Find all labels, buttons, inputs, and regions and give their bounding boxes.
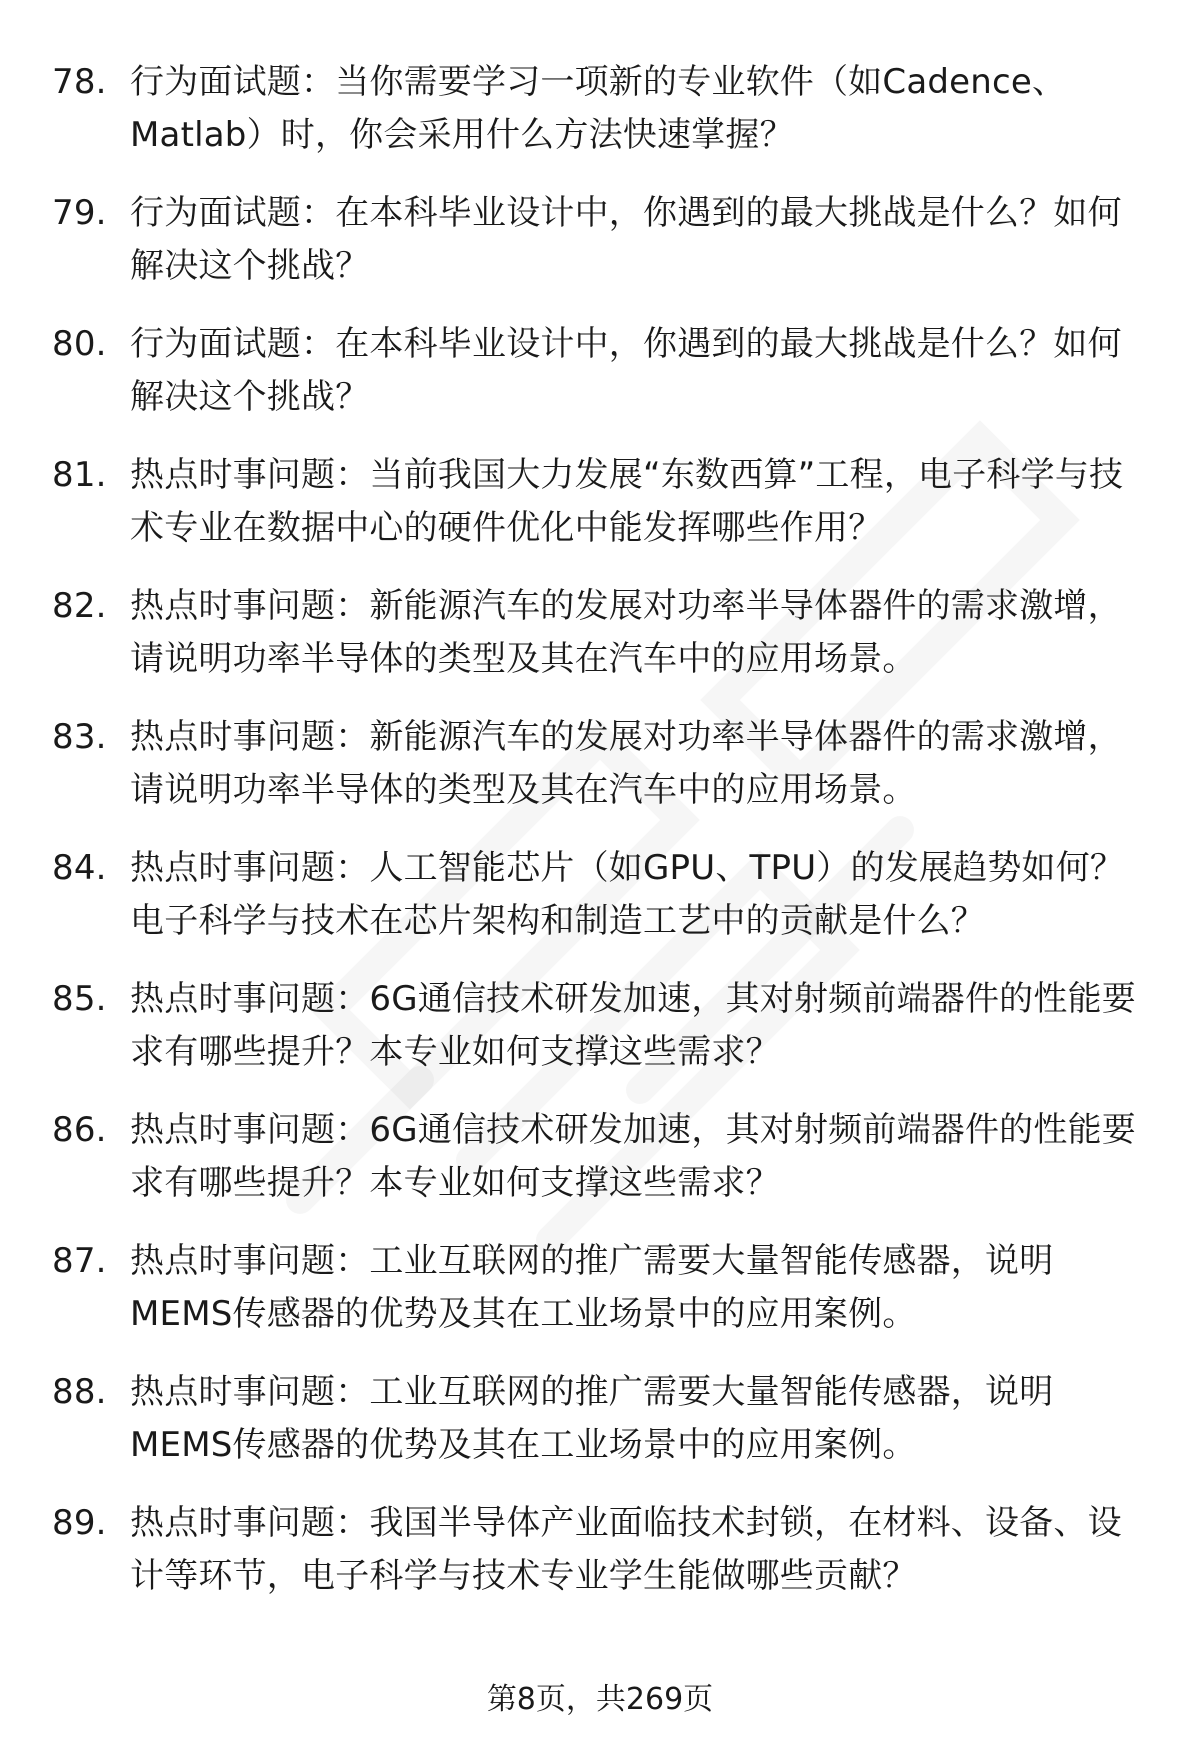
page-footer: 第8页，共269页: [486, 1682, 714, 1717]
question-number: 86.: [52, 1110, 107, 1150]
question-number: 81.: [52, 455, 107, 495]
question-item: [52, 711, 1152, 817]
question-number: 83.: [52, 717, 107, 757]
question-text: 热点时事问题：工业互联网的推广需要大量智能传感器，说明MEMS传感器的优势及其在工业场景中的应用案例。: [130, 1241, 1054, 1334]
question-number: 85.: [52, 979, 107, 1019]
question-number: 87.: [52, 1241, 107, 1281]
question-number: 79.: [52, 193, 107, 233]
question-text: 热点时事问题：我国半导体产业面临技术封锁，在材料、设备、设计等环节，电子科学与技术专业学生能做哪些贡献？: [130, 1503, 1122, 1596]
question-text: 热点时事问题：6G通信技术研发加速，其对射频前端器件的性能要求有哪些提升？本专业如何支撑这些需求？: [130, 1110, 1136, 1203]
question-text: 行为面试题：在本科毕业设计中，你遇到的最大挑战是什么？如何解决这个挑战？: [130, 193, 1122, 286]
question-text: 热点时事问题：6G通信技术研发加速，其对射频前端器件的性能要求有哪些提升？本专业如何支撑这些需求？: [130, 979, 1136, 1072]
question-item: [52, 187, 1152, 293]
question-number: 89.: [52, 1503, 107, 1543]
question-item: [52, 449, 1152, 555]
question-text: 热点时事问题：新能源汽车的发展对功率半导体器件的需求激增，请说明功率半导体的类型及其在汽车中的应用场景。: [130, 586, 1122, 679]
question-item: [52, 1497, 1152, 1603]
question-text: 行为面试题：在本科毕业设计中，你遇到的最大挑战是什么？如何解决这个挑战？: [130, 324, 1122, 417]
question-item: [52, 842, 1152, 948]
question-item: [52, 1366, 1152, 1472]
question-text: 行为面试题：当你需要学习一项新的专业软件（如Cadence、Matlab）时，你会采用什么方法快速掌握？: [130, 62, 1067, 155]
question-text: 热点时事问题：当前我国大力发展“东数西算”工程，电子科学与技术专业在数据中心的硬件优化中能发挥哪些作用？: [130, 455, 1124, 548]
question-number: 84.: [52, 848, 107, 888]
question-item: [52, 1235, 1152, 1341]
question-text: 热点时事问题：工业互联网的推广需要大量智能传感器，说明MEMS传感器的优势及其在工业场景中的应用案例。: [130, 1372, 1054, 1465]
question-number: 82.: [52, 586, 107, 626]
question-item: [52, 56, 1152, 162]
question-text: 热点时事问题：新能源汽车的发展对功率半导体器件的需求激增，请说明功率半导体的类型及其在汽车中的应用场景。: [130, 717, 1122, 810]
question-item: [52, 1104, 1152, 1210]
question-item: [52, 973, 1152, 1079]
question-text: 热点时事问题：人工智能芯片（如GPU、TPU）的发展趋势如何？电子科学与技术在芯片架构和制造工艺中的贡献是什么？: [130, 848, 1125, 941]
question-number: 78.: [52, 62, 107, 102]
question-list: [52, 56, 1152, 1628]
question-number: 88.: [52, 1372, 107, 1412]
question-item: [52, 580, 1152, 686]
question-item: [52, 318, 1152, 424]
question-number: 80.: [52, 324, 107, 364]
